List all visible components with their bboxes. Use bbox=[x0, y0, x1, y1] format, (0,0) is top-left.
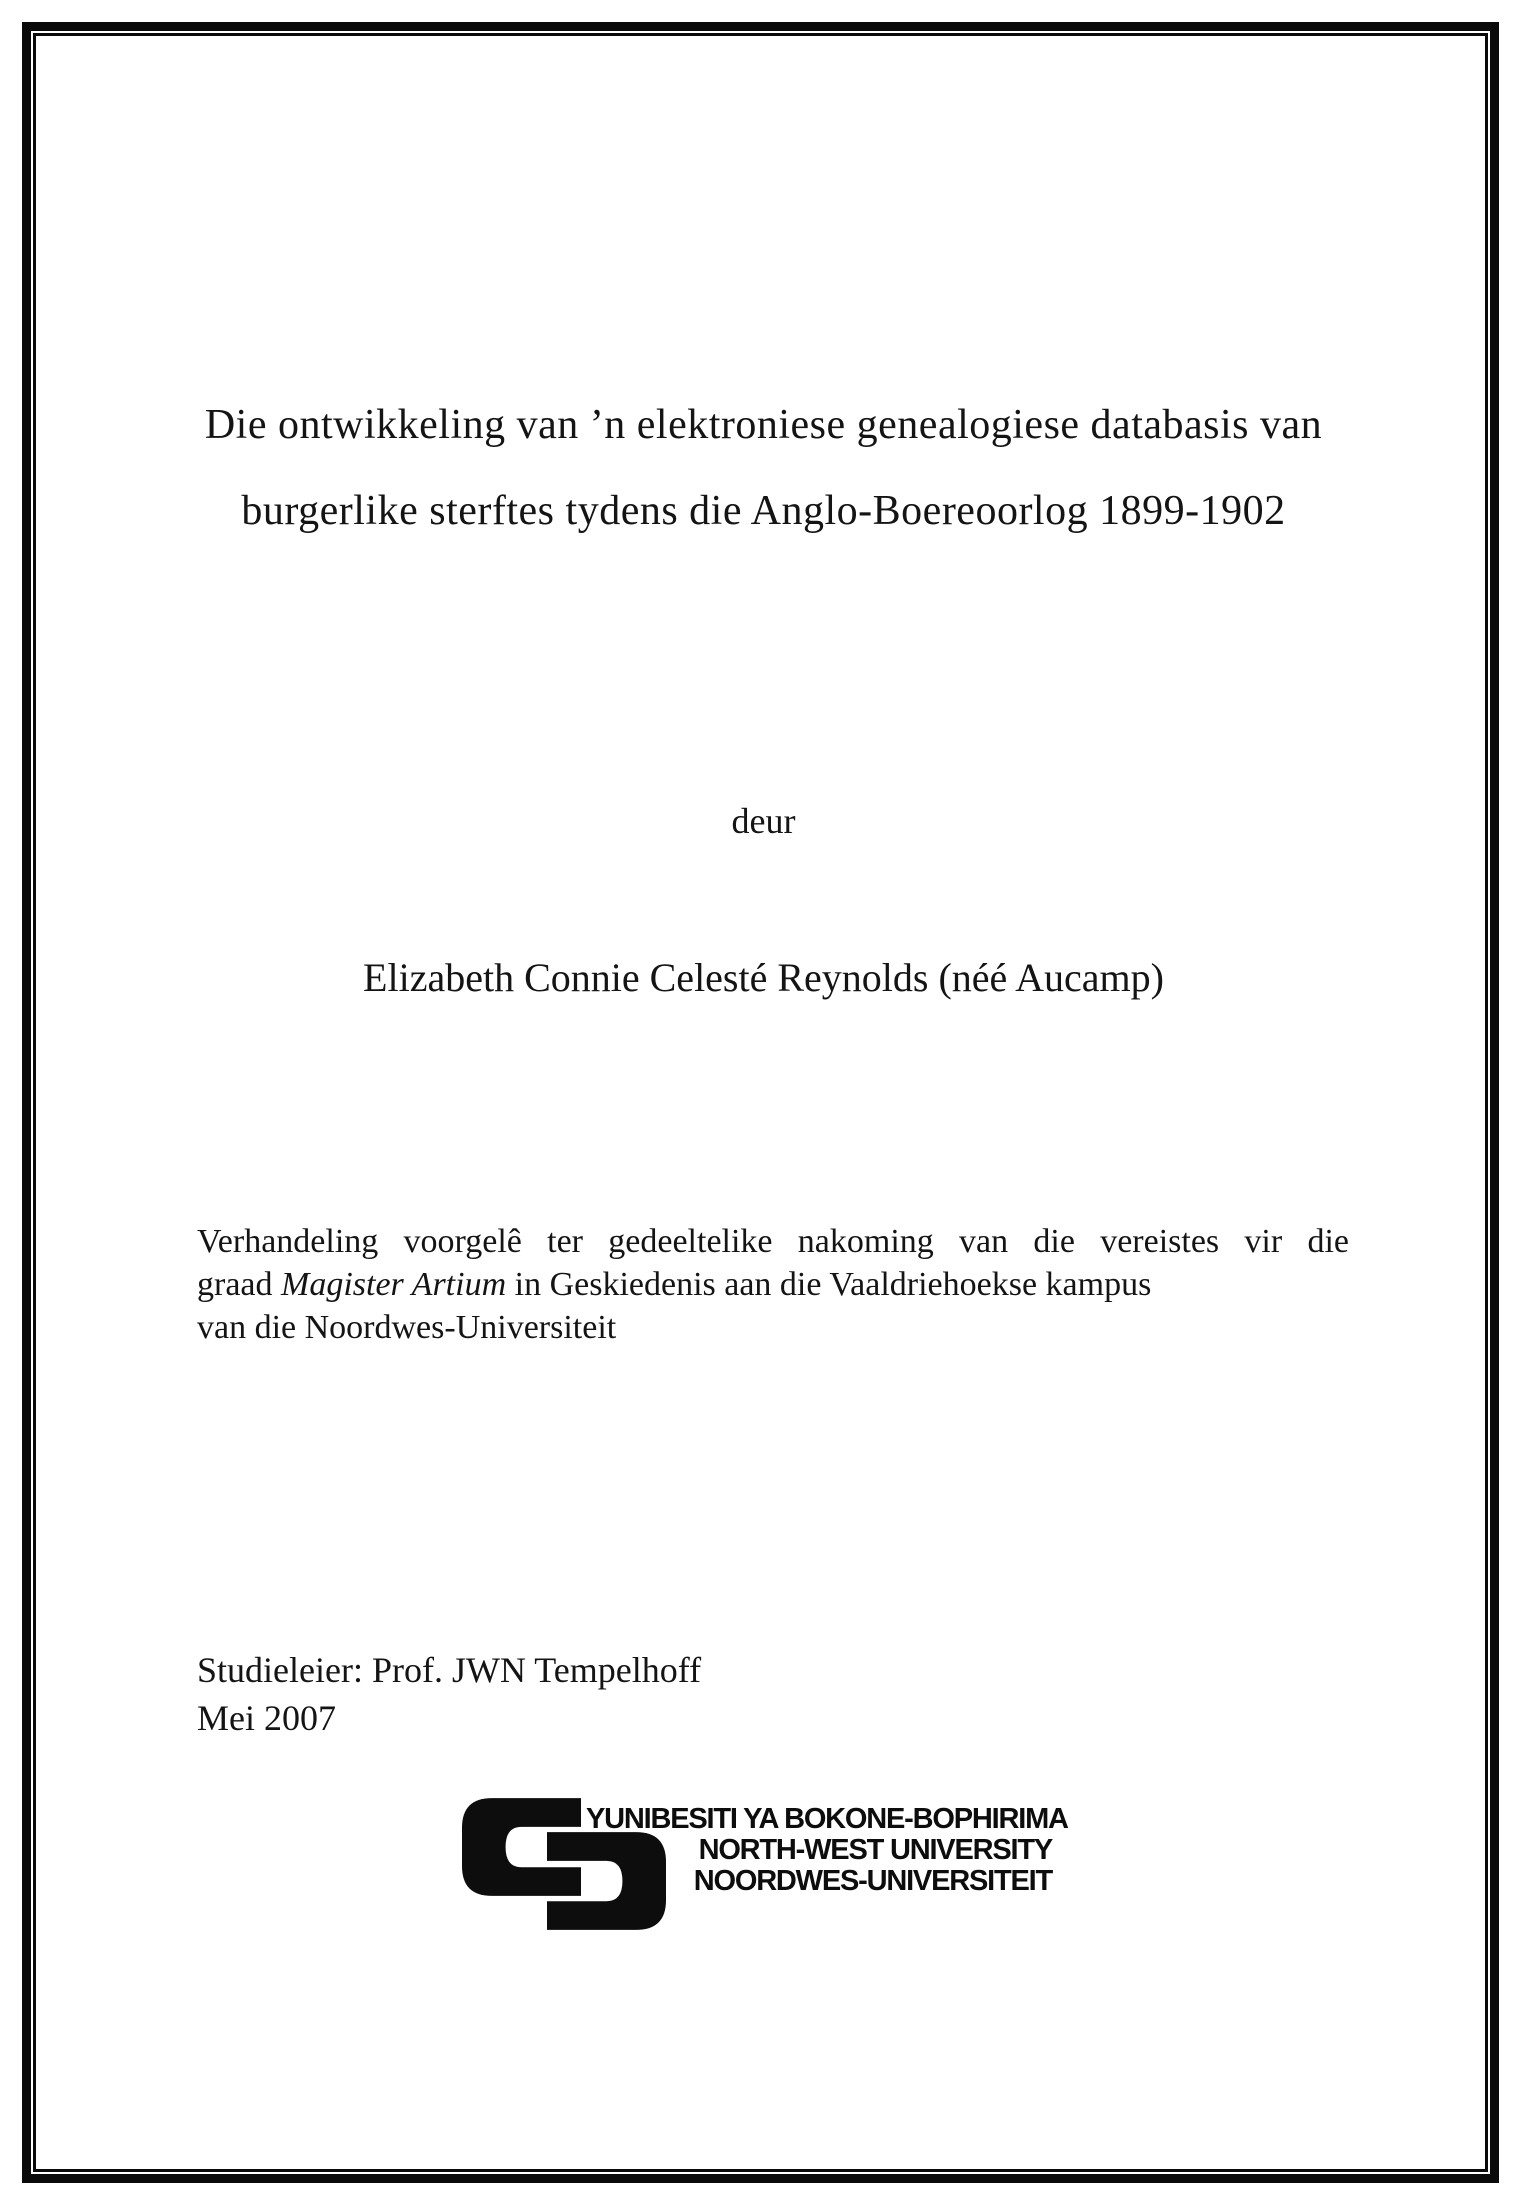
supervisor-block bbox=[197, 1646, 701, 1742]
statement-line-3: van die Noordwes-Universiteit bbox=[197, 1309, 617, 1346]
supervisor-line: Studieleier: Prof. JWN Tempelhoff bbox=[197, 1650, 702, 1690]
author-name: Elizabeth Connie Celesté Reynolds (néé Aucamp) bbox=[363, 955, 1164, 1000]
submission-statement bbox=[197, 1220, 1349, 1349]
statement-line-2-post: in Geskiedenis aan die Vaaldriehoekse kampus bbox=[506, 1266, 1152, 1303]
degree-name-italic: Magister Artium bbox=[281, 1266, 507, 1303]
date-line: Mei 2007 bbox=[197, 1698, 336, 1738]
statement-line-1: Verhandeling voorgelê ter gedeeltelike nakoming van die vereistes vir die bbox=[197, 1223, 1349, 1260]
byline-deur: deur bbox=[731, 801, 796, 841]
university-name-english: NORTH-WEST UNIVERSITY bbox=[698, 1834, 1052, 1866]
university-name-afrikaans: NOORDWES-UNIVERSITEIT bbox=[693, 1865, 1052, 1897]
university-name-setswana: YUNIBESITI YA BOKONE-BOPHIRIMA bbox=[586, 1803, 1068, 1835]
statement-line-2 bbox=[197, 1263, 1349, 1306]
statement-line-2-pre: graad bbox=[197, 1266, 282, 1303]
thesis-title bbox=[60, 382, 1467, 554]
university-logo bbox=[462, 1796, 1068, 1941]
thesis-title-line-2: burgerlike sterftes tydens die Anglo-Boereoorlog 1899-1902 bbox=[241, 488, 1286, 534]
thesis-title-line-1: Die ontwikkeling van ’n elektroniese genealogiese databasis van bbox=[204, 402, 1323, 448]
university-names bbox=[586, 1803, 1068, 1897]
